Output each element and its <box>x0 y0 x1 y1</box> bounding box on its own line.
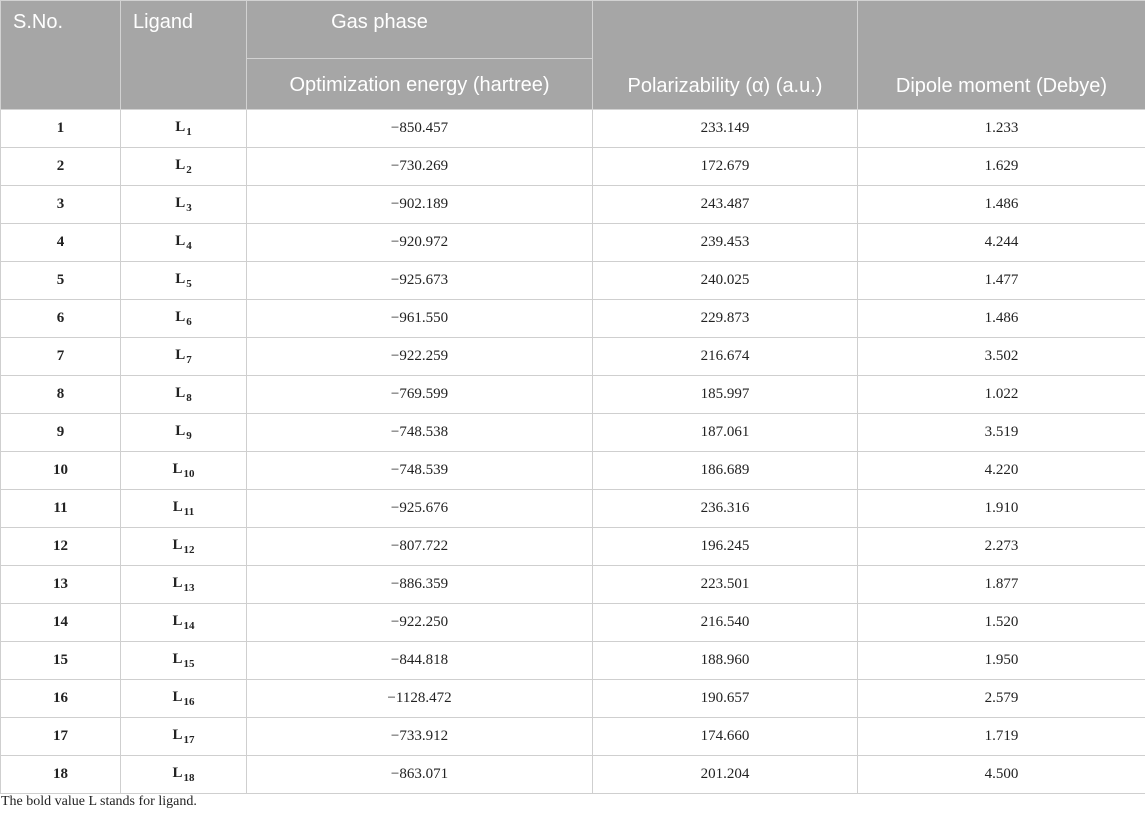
cell-ligand <box>121 262 247 300</box>
table-row <box>1 110 1145 148</box>
cell-sno: 2 <box>1 148 121 186</box>
cell-ligand <box>121 110 247 148</box>
ligand-letter: L <box>172 461 183 477</box>
cell-polarizability: 188.960 <box>593 642 858 680</box>
ligand-letter: L <box>175 309 186 325</box>
cell-ligand <box>121 718 247 756</box>
cell-dipole-moment: 1.520 <box>858 604 1145 642</box>
cell-optimization-energy: −925.673 <box>247 262 593 300</box>
ligand-letter: L <box>175 347 186 363</box>
ligand-letter: L <box>175 195 186 211</box>
cell-dipole-moment: 4.220 <box>858 452 1145 490</box>
cell-ligand <box>121 490 247 528</box>
cell-dipole-moment: 1.950 <box>858 642 1145 680</box>
cell-optimization-energy: −730.269 <box>247 148 593 186</box>
cell-sno: 14 <box>1 604 121 642</box>
cell-polarizability: 240.025 <box>593 262 858 300</box>
header-optimization-energy: Optimization energy (hartree) <box>247 59 593 110</box>
cell-polarizability: 187.061 <box>593 414 858 452</box>
cell-optimization-energy: −925.676 <box>247 490 593 528</box>
ligand-letter: L <box>172 765 183 781</box>
ligand-subscript: 15 <box>183 658 195 670</box>
ligand-letter: L <box>175 423 186 439</box>
ligand-letter: L <box>172 689 183 705</box>
header-gas-phase: Gas phase <box>247 1 593 59</box>
cell-ligand <box>121 642 247 680</box>
cell-dipole-moment: 1.877 <box>858 566 1145 604</box>
ligand-subscript: 4 <box>186 240 192 252</box>
ligand-subscript: 1 <box>186 126 192 138</box>
ligand-subscript: 11 <box>183 506 195 518</box>
ligand-subscript: 16 <box>183 696 195 708</box>
ligand-subscript: 7 <box>186 354 192 366</box>
cell-ligand <box>121 680 247 718</box>
table-header <box>1 1 1145 110</box>
table-row <box>1 224 1145 262</box>
cell-dipole-moment: 1.486 <box>858 186 1145 224</box>
cell-sno: 6 <box>1 300 121 338</box>
table-row <box>1 376 1145 414</box>
cell-optimization-energy: −922.250 <box>247 604 593 642</box>
table-row <box>1 756 1145 794</box>
cell-dipole-moment: 4.500 <box>858 756 1145 794</box>
table-row <box>1 338 1145 376</box>
cell-polarizability: 172.679 <box>593 148 858 186</box>
cell-optimization-energy: −1128.472 <box>247 680 593 718</box>
cell-polarizability: 186.689 <box>593 452 858 490</box>
table-row <box>1 642 1145 680</box>
cell-dipole-moment: 1.233 <box>858 110 1145 148</box>
cell-optimization-energy: −902.189 <box>247 186 593 224</box>
table-row <box>1 300 1145 338</box>
ligand-subscript: 6 <box>186 316 192 328</box>
cell-optimization-energy: −920.972 <box>247 224 593 262</box>
cell-optimization-energy: −850.457 <box>247 110 593 148</box>
cell-ligand <box>121 756 247 794</box>
cell-sno: 4 <box>1 224 121 262</box>
ligand-letter: L <box>172 537 183 553</box>
cell-ligand <box>121 528 247 566</box>
cell-polarizability: 190.657 <box>593 680 858 718</box>
ligand-letter: L <box>172 651 183 667</box>
ligand-subscript: 3 <box>186 202 192 214</box>
cell-polarizability: 216.540 <box>593 604 858 642</box>
cell-optimization-energy: −748.539 <box>247 452 593 490</box>
cell-optimization-energy: −733.912 <box>247 718 593 756</box>
cell-sno: 7 <box>1 338 121 376</box>
header-sno: S.No. <box>1 1 121 110</box>
table-row <box>1 414 1145 452</box>
cell-dipole-moment: 1.629 <box>858 148 1145 186</box>
table-row <box>1 452 1145 490</box>
cell-ligand <box>121 338 247 376</box>
cell-ligand <box>121 604 247 642</box>
cell-polarizability: 196.245 <box>593 528 858 566</box>
cell-optimization-energy: −863.071 <box>247 756 593 794</box>
cell-sno: 1 <box>1 110 121 148</box>
table-row <box>1 604 1145 642</box>
cell-ligand <box>121 566 247 604</box>
cell-ligand <box>121 224 247 262</box>
cell-dipole-moment: 1.486 <box>858 300 1145 338</box>
cell-ligand <box>121 300 247 338</box>
cell-sno: 8 <box>1 376 121 414</box>
cell-optimization-energy: −807.722 <box>247 528 593 566</box>
cell-optimization-energy: −922.259 <box>247 338 593 376</box>
cell-polarizability: 201.204 <box>593 756 858 794</box>
cell-dipole-moment: 1.910 <box>858 490 1145 528</box>
cell-sno: 3 <box>1 186 121 224</box>
cell-dipole-moment: 1.719 <box>858 718 1145 756</box>
cell-polarizability: 236.316 <box>593 490 858 528</box>
table-body <box>1 110 1145 794</box>
cell-polarizability: 223.501 <box>593 566 858 604</box>
cell-dipole-moment: 3.519 <box>858 414 1145 452</box>
cell-ligand <box>121 376 247 414</box>
header-dipole-moment: Dipole moment (Debye) <box>858 1 1145 110</box>
cell-dipole-moment: 2.273 <box>858 528 1145 566</box>
cell-polarizability: 229.873 <box>593 300 858 338</box>
table-footnote: The bold value L stands for ligand. <box>1 794 197 809</box>
cell-sno: 5 <box>1 262 121 300</box>
cell-dipole-moment: 2.579 <box>858 680 1145 718</box>
ligand-subscript: 12 <box>183 544 195 556</box>
ligand-letter: L <box>175 157 186 173</box>
cell-ligand <box>121 452 247 490</box>
table-row <box>1 566 1145 604</box>
cell-optimization-energy: −886.359 <box>247 566 593 604</box>
cell-optimization-energy: −748.538 <box>247 414 593 452</box>
cell-sno: 15 <box>1 642 121 680</box>
table-row <box>1 490 1145 528</box>
cell-ligand <box>121 414 247 452</box>
cell-sno: 17 <box>1 718 121 756</box>
ligand-letter: L <box>172 613 183 629</box>
table-row <box>1 680 1145 718</box>
ligand-subscript: 14 <box>183 620 195 632</box>
ligand-letter: L <box>172 575 183 591</box>
cell-sno: 16 <box>1 680 121 718</box>
ligand-letter: L <box>172 727 183 743</box>
cell-polarizability: 174.660 <box>593 718 858 756</box>
ligand-subscript: 8 <box>186 392 192 404</box>
ligand-letter: L <box>175 233 186 249</box>
ligand-letter: L <box>175 271 186 287</box>
table-row <box>1 262 1145 300</box>
cell-sno: 12 <box>1 528 121 566</box>
ligand-subscript: 9 <box>186 430 192 442</box>
table-row <box>1 148 1145 186</box>
ligand-subscript: 13 <box>183 582 195 594</box>
cell-polarizability: 216.674 <box>593 338 858 376</box>
table-row <box>1 186 1145 224</box>
cell-dipole-moment: 4.244 <box>858 224 1145 262</box>
cell-ligand <box>121 186 247 224</box>
ligand-subscript: 5 <box>186 278 192 290</box>
ligand-subscript: 10 <box>183 468 195 480</box>
cell-dipole-moment: 1.477 <box>858 262 1145 300</box>
cell-polarizability: 233.149 <box>593 110 858 148</box>
cell-sno: 18 <box>1 756 121 794</box>
ligand-letter: L <box>172 499 183 515</box>
cell-sno: 9 <box>1 414 121 452</box>
cell-polarizability: 185.997 <box>593 376 858 414</box>
cell-sno: 13 <box>1 566 121 604</box>
cell-dipole-moment: 3.502 <box>858 338 1145 376</box>
ligand-letter: L <box>175 119 186 135</box>
header-row-top <box>1 1 1145 59</box>
ligand-subscript: 2 <box>186 164 192 176</box>
header-polarizability: Polarizability (α) (a.u.) <box>593 1 858 110</box>
cell-polarizability: 243.487 <box>593 186 858 224</box>
cell-dipole-moment: 1.022 <box>858 376 1145 414</box>
ligand-letter: L <box>175 385 186 401</box>
cell-optimization-energy: −769.599 <box>247 376 593 414</box>
cell-sno: 10 <box>1 452 121 490</box>
cell-optimization-energy: −844.818 <box>247 642 593 680</box>
cell-optimization-energy: −961.550 <box>247 300 593 338</box>
table-row <box>1 528 1145 566</box>
cell-sno: 11 <box>1 490 121 528</box>
ligand-subscript: 17 <box>183 734 195 746</box>
cell-polarizability: 239.453 <box>593 224 858 262</box>
table-row <box>1 718 1145 756</box>
header-ligand: Ligand <box>121 1 247 110</box>
ligand-subscript: 18 <box>183 772 195 784</box>
cell-ligand <box>121 148 247 186</box>
